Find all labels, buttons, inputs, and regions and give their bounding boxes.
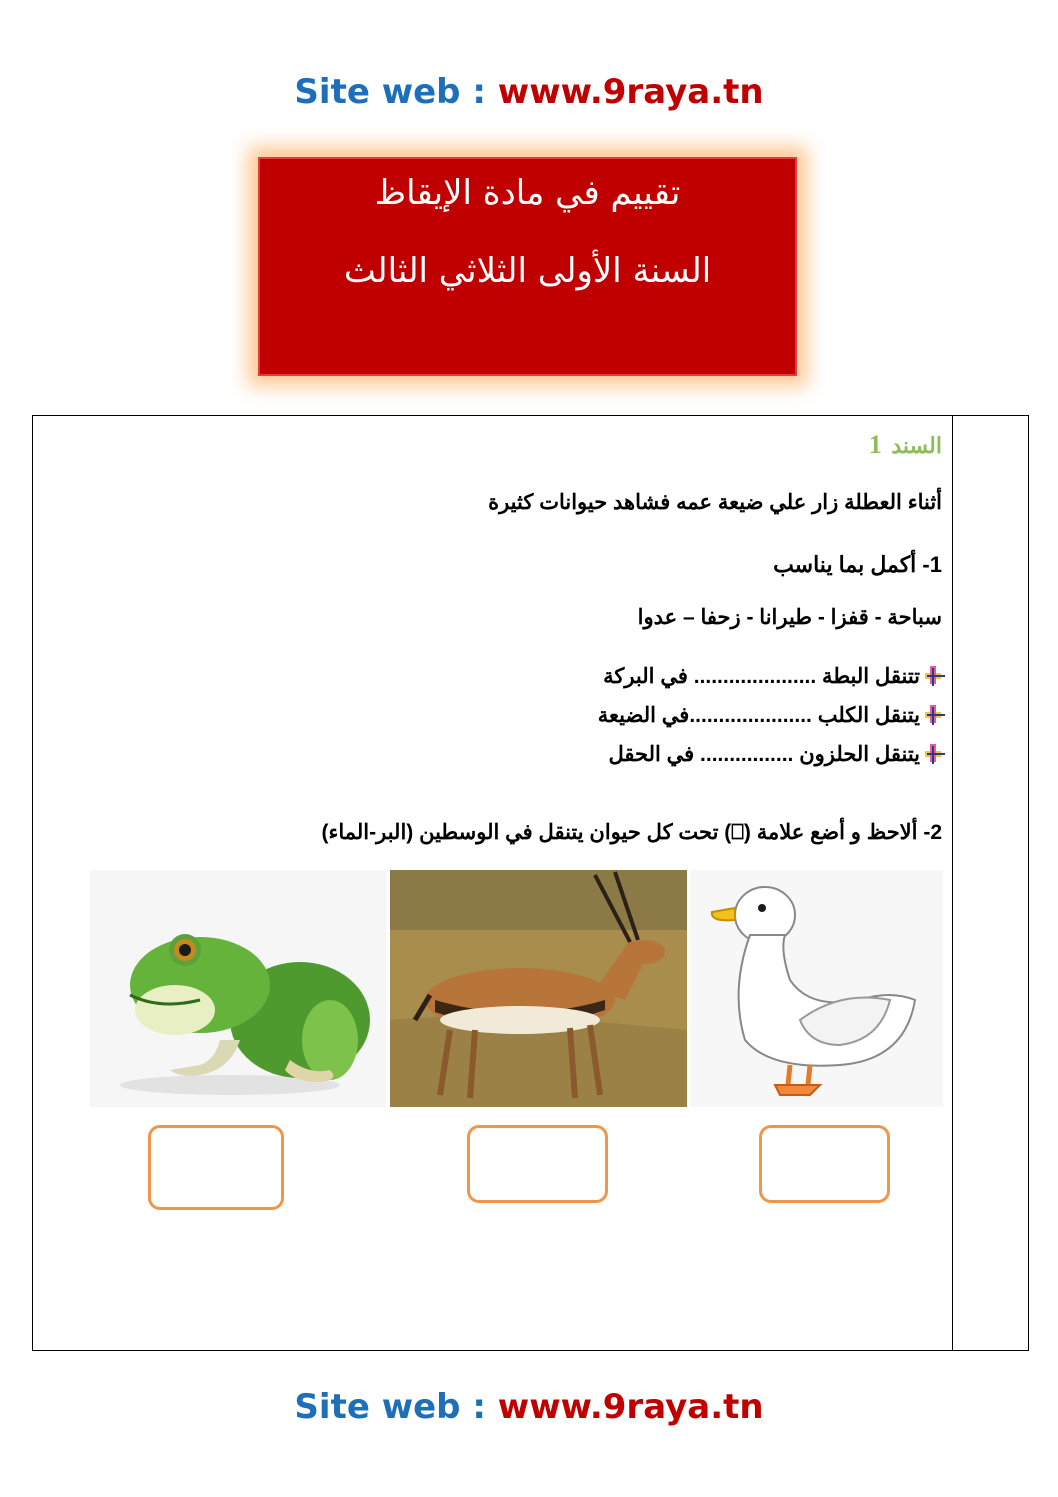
word-bank: سباحة - قفزا - طيرانا - زحفا – عدوا bbox=[637, 606, 942, 629]
site-url-link[interactable]: www.9raya.tn bbox=[497, 1387, 764, 1427]
question-1-prompt: 1- أكمل بما يناسب bbox=[773, 552, 942, 577]
site-url-link[interactable]: www.9raya.tn bbox=[497, 72, 764, 112]
frog-image bbox=[90, 870, 386, 1107]
sanad-heading bbox=[869, 430, 942, 460]
answer-box-duck[interactable] bbox=[759, 1125, 890, 1203]
plus-bullet-icon bbox=[922, 742, 946, 766]
site-label: Site web : bbox=[294, 1387, 498, 1427]
gazelle-illustration bbox=[390, 870, 687, 1107]
title-line-1: تقييم في مادة الإيقاظ bbox=[374, 173, 681, 213]
sanad-label: السند bbox=[891, 433, 942, 458]
duck-image bbox=[690, 870, 943, 1107]
duck-illustration bbox=[690, 870, 943, 1107]
title-line-2: السنة الأولى الثلاثي الثالث bbox=[343, 251, 712, 291]
title-banner bbox=[258, 157, 797, 376]
answer-box-gazelle[interactable] bbox=[467, 1125, 608, 1203]
gazelle-image bbox=[390, 870, 687, 1107]
fill-in-item-snail: يتنقل الحلزون ................ في الحقل bbox=[608, 743, 920, 766]
plus-bullet-icon bbox=[922, 703, 946, 727]
fill-in-item-dog: يتنقل الكلب .....................في الضيعة bbox=[597, 704, 920, 727]
margin-column-divider bbox=[952, 416, 953, 1350]
site-header bbox=[0, 72, 1058, 112]
intro-text: أثناء العطلة زار علي ضيعة عمه فشاهد حيوانات كثيرة bbox=[488, 491, 942, 514]
frog-illustration bbox=[90, 870, 386, 1107]
question-2-prompt: 2- ألاحظ و أضع علامة (⎕) تحت كل حيوان يتنقل في الوسطين (البر-الماء) bbox=[321, 821, 942, 844]
site-label: Site web : bbox=[294, 72, 498, 112]
sanad-number: 1 bbox=[868, 430, 882, 459]
fill-in-item-duck: تتنقل البطة ..................... في البركة bbox=[603, 665, 920, 688]
answer-box-frog[interactable] bbox=[148, 1125, 284, 1210]
site-footer bbox=[0, 1387, 1058, 1427]
plus-bullet-icon bbox=[922, 664, 946, 688]
